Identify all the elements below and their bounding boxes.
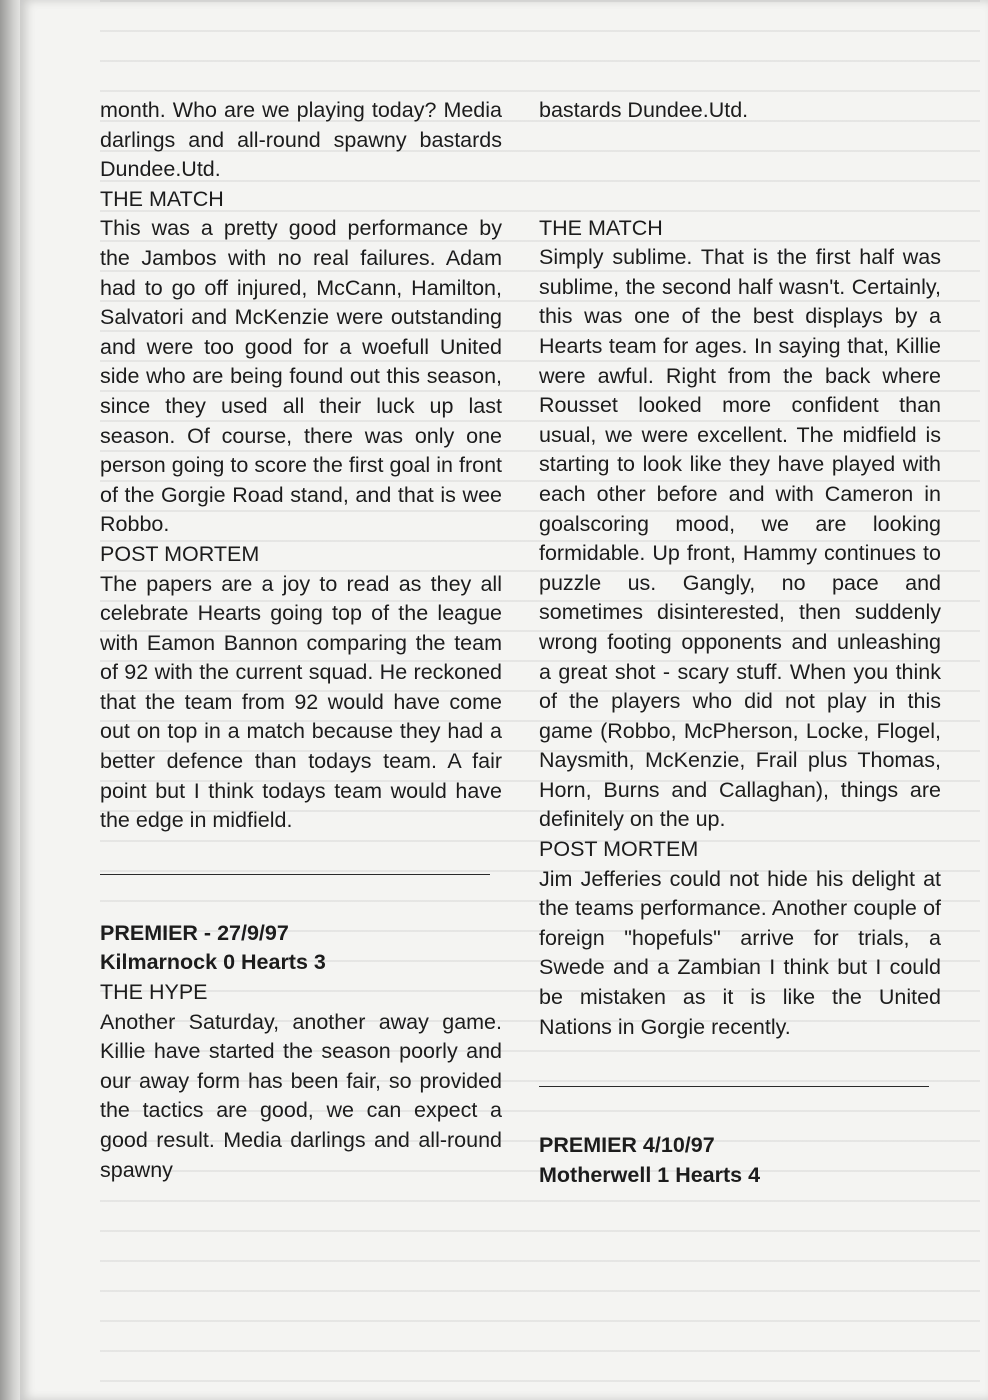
left-post-mortem-heading: POST MORTEM	[100, 541, 260, 566]
section-divider	[539, 1086, 929, 1087]
left-match-heading: THE MATCH	[100, 186, 224, 211]
fixture-date: PREMIER - 27/9/97	[100, 920, 289, 945]
right-post-mortem-text: Jim Jefferies could not hide his delight at the teams performance. Another couple of foreign "hopefuls" arrive for trials, a Swede and a Zambian I think but I could be mistaken as it is like the United Nations in Gorgie recently.	[539, 866, 941, 1039]
left-hype-text: Another Saturday, another away game. Killie have started the season poorly and our away form has been fair, so provided the tactics are good, we can expect a good result. Media darlings and all-round spawny	[100, 1009, 502, 1182]
left-intro-text: month. Who are we playing today? Media darlings and all-round spawny bastards Dundee.Utd.	[100, 98, 502, 182]
right-intro-text: bastards Dundee.Utd.	[539, 98, 749, 122]
left-post-mortem-text: The papers are a joy to read as they all celebrate Hearts going top of the league with Eamon Bannon comparing the team of 92 with the current squad. He reckoned that the team from 92 would have come out on top in a match because they had a better defence than todays team. A fair point but I think todays team would have the edge in midfield.	[100, 571, 502, 833]
fixture-result: Motherwell 1 Hearts 4	[539, 1162, 761, 1187]
fixture-result: Kilmarnock 0 Hearts 3	[100, 950, 326, 975]
page-spine	[0, 0, 22, 1400]
right-match-heading: THE MATCH	[539, 215, 663, 240]
fixture-date: PREMIER 4/10/97	[539, 1133, 715, 1158]
left-match-text: This was a pretty good performance by the Jambos with no real failures. Adam had to go off injured, McCann, Hamilton, Salvatori and McKenzie were outstanding and were too good for a woefull United side who are being found out this season, since they used all their luck up last season. Of course, there was only one person going to score the first goal in front of the Gorgie Road stand, and that is wee Robbo.	[100, 216, 502, 537]
right-post-mortem-heading: POST MORTEM	[539, 837, 699, 862]
right-column	[539, 96, 941, 1190]
left-hype-heading: THE HYPE	[100, 980, 208, 1005]
right-match-text: Simply sublime. That is the first half was sublime, the second half wasn't. Certainly, this was one of the best displays by a Hearts team for ages. In saying that, Killie were awful. Right from the back where Rousset looked more confident than usual, we were excellent. The midfield is starting to look like they have played with each other before and with Cameron in goalscoring mood, we are looking formidable. Up front, Hammy continues to puzzle us. Gangly, no pace and sometimes disinterested, then suddenly wrong footing opponents and unleashing a great shot - scary stuff. When you think of the players who did not play in this game (Robbo, McPherson, Locke, Flogel, Naysmith, McKenzie, Frail plus Thomas, Horn, Burns and Callaghan), things are definitely on the up.	[539, 245, 941, 832]
left-column	[100, 96, 502, 1185]
section-divider	[100, 874, 490, 875]
